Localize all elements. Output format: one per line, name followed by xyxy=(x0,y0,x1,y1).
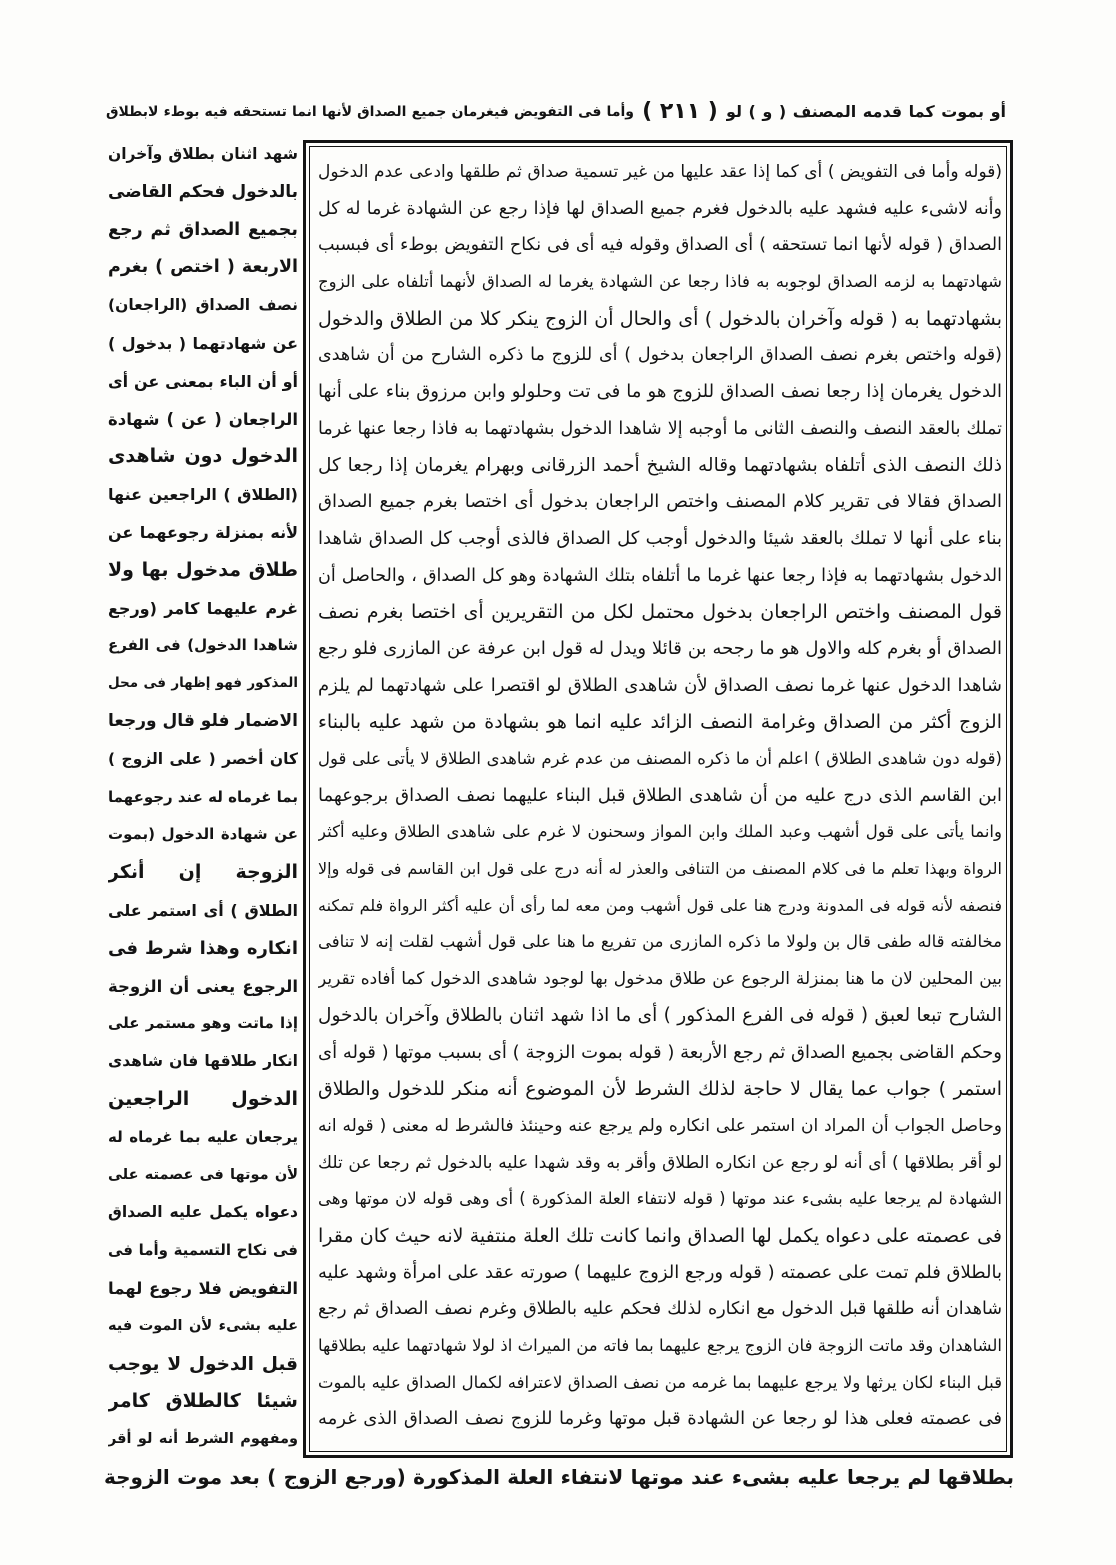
commentary-text-block xyxy=(318,154,1002,1438)
margin-text-line: الدخول دون شاهدى xyxy=(108,445,298,468)
running-header xyxy=(106,92,1014,132)
commentary-line: قبل البناء لكان يرثها ولا يرجع عليهما بما غرمه من نصف الصداق لاعترافه لكمال الصداق عليه بالموت xyxy=(318,1372,1002,1392)
commentary-line: بناء على أنها لا تملك بالعقد شيئا والدخول أوجب كل الصداق فالذى أوجب كل الصداق شاهدا xyxy=(318,527,1002,549)
commentary-line: الصداق ( قوله لأنها انما تستحقه ) أى الصداق وقوله فيه أى فى نكاح التفويض بوطء أى فبسبب xyxy=(318,235,1002,256)
commentary-line: شاهدا الدخول عنها غرما نصف الصداق لأن شاهدى الطلاق لو اقتصرا على شهادتهما لم يلزم xyxy=(318,674,1002,696)
margin-text-line: لأنه بمنزلة رجوعهما عن xyxy=(108,522,298,542)
commentary-line: الصداق أو بغرم كله والاول هو ما رجحه بن قائلا ويدل له قول ابن عرفة عن المازرى فلو رجع xyxy=(318,637,1002,659)
margin-text-line: انكاره وهذا شرط فى xyxy=(108,937,298,959)
margin-main-text-column xyxy=(108,136,298,1459)
commentary-line: وحاصل الجواب أن المراد ان استمر على انكاره ولم يرجع عنه وحينئذ فالشرط له معنى ( قوله انه xyxy=(318,1115,1002,1136)
commentary-line: وأنه لاشىء عليه فشهد عليه بالدخول فغرم جميع الصداق لها فإذا رجع عن الشهادة غرما له كل xyxy=(318,198,1002,219)
margin-text-line: غرم عليهما كامر (ورجع xyxy=(108,598,298,618)
commentary-line: مخالفته قاله طفى قال بن ولولا ما ذكره المازرى من تفريع ما هنا على قول أشهب لقلت إنه لا تنافى xyxy=(318,932,1002,952)
margin-text-line: الزوجة إن أنكر xyxy=(108,861,298,884)
commentary-line: ذلك النصف الذى أتلفاه بشهادتهما وقاله الشيخ أحمد الزرقانى وبهرام يغرمان إذا رجعا كل xyxy=(318,454,1002,476)
commentary-line: الدخول يغرمان إذا رجعا نصف الصداق للزوج هو ما فى تت وحلولو وابن مرزوق بناء على أنها xyxy=(318,381,1002,403)
margin-text-line: انكار طلاقها فان شاهدى xyxy=(108,1052,298,1071)
margin-text-line: بما غرماه له عند رجوعهما xyxy=(108,787,298,806)
commentary-line: شاهدان أنه طلقها قبل الدخول مع انكاره لذلك فحكم عليه بالطلاق وغرم نصف الصداق ثم رجع xyxy=(318,1299,1002,1320)
commentary-line: الدخول بشهادتهما به فإذا رجعا عنها غرما ما أتلفاه بتلك الشهادة وهو كل الصداق ، والحاصل أن xyxy=(318,565,1002,586)
commentary-line: بالطلاق فلم تمت على عصمته ( قوله ورجع الزوج عليهما ) صورته عقد على امرأة وشهد عليه xyxy=(318,1261,1002,1283)
commentary-line: ابن القاسم الذى درج عليه من أن شاهدى الطلاق قبل البناء عليهما نصف الصداق برجوعهما xyxy=(318,784,1002,806)
margin-text-line: الاربعة ( اختص ) بغرم xyxy=(108,257,298,278)
commentary-line: فى عصمته فعلى هذا لو رجعا عن الشهادة قبل موتها وغرما للزوج نصف الصداق الذى غرمه xyxy=(318,1408,1002,1430)
margin-text-line: عن شهادتهما ( بدخول ) xyxy=(108,333,298,353)
commentary-line: (قوله وأما فى التفويض ) أى كما إذا عقد عليها من غير تسمية صداق ثم طلقها وادعى عدم الدخول xyxy=(318,162,1002,182)
margin-text-line: دعواه يكمل عليه الصداق xyxy=(108,1203,298,1222)
commentary-line: بشهادتهما به ( قوله وآخران بالدخول ) أى والحال أن الزوج ينكر كلا من الطلاق والدخول xyxy=(318,307,1002,330)
commentary-line: بين المحلين لان ما هنا بمنزلة الرجوع عن طلاق مدخول بها لوجود شاهدى الدخول كما أفاده تقرير xyxy=(318,969,1002,990)
margin-text-line: كان أخصر ( على الزوج ) xyxy=(108,749,298,768)
margin-text-line: يرجعان عليه بما غرماه له xyxy=(108,1127,298,1146)
margin-text-line: الدخول الراجعين xyxy=(108,1087,298,1110)
commentary-line: (قوله واختص بغرم نصف الصداق الراجعان بدخول ) أى للزوج ما ذكره الشارح من أن شاهدى xyxy=(318,345,1002,366)
margin-text-line: عن شهادة الدخول (بموت xyxy=(108,825,298,844)
margin-text-line: ومفهوم الشرط أنه لو أقر xyxy=(108,1431,298,1448)
commentary-line: الرواة وبهذا تعلم ما فى كلام المصنف من التنافى والعذر له أنه درج على قول ابن القاسم فى قوله وإلا xyxy=(318,859,1002,879)
margin-text-line: الطلاق ) أى استمر على xyxy=(108,900,298,920)
commentary-line: وانما يأتى على قول أشهب وعبد الملك وابن المواز وسحنون لا غرم على شاهدى الطلاق وعليه أكثر xyxy=(318,822,1002,842)
margin-text-line: لأن موتها فى عصمته على xyxy=(108,1166,298,1183)
commentary-line: (قوله دون شاهدى الطلاق ) اعلم أن ما ذكره المصنف من عدم غرم شاهدى الطلاق لا يأتى على قول xyxy=(318,749,1002,768)
commentary-line: الشهادة لم يرجعا عليه بشىء عند موتها ( قوله لانتفاء العلة المذكورة ) أى وهى قوله لان موتها وهى xyxy=(318,1189,1002,1209)
commentary-line: الشاهدان وقد ماتت الزوجة فان الزوج يرجع عليهما بما فاته من الميراث اذ لولا شهادتهما عليه بطلاقها xyxy=(318,1336,1002,1355)
margin-text-line: شهد اثنان بطلاق وآخران xyxy=(108,145,298,163)
margin-text-line: التفويض فلا رجوع لهما xyxy=(108,1278,298,1298)
margin-text-line: نصف الصداق (الراجعان) xyxy=(108,296,298,315)
commentary-line: لو أقر بطلاقها ) أى أنه لو رجع عن انكاره الطلاق وأقر به وقد شهدا عليه بالدخول ثم رجعا عن تلك xyxy=(318,1152,1002,1173)
margin-text-line: فى نكاح التسمية وأما فى xyxy=(108,1241,298,1260)
commentary-line: الزوج أكثر من الصداق وغرامة النصف الزائد عليه انما هو بشهادة من شهد عليه بالبناء xyxy=(318,711,1002,734)
margin-text-line: إذا ماتت وهو مستمر على xyxy=(108,1014,298,1033)
commentary-line: استمر ) جواب عما يقال لا حاجة لذلك الشرط لأن الموضوع أنه منكر للدخول والطلاق xyxy=(318,1078,1002,1101)
header-left-text: أو بموت كما قدمه المصنف ( و ) لو xyxy=(726,102,1006,121)
commentary-line: فى عصمته على دعواه يكمل لها الصداق وانما كانت تلك العلة منتفية لانه حيث كان مقرا xyxy=(318,1224,1002,1247)
page-number: ( ٢١١ ) xyxy=(642,99,718,124)
margin-text-line: الاضمار فلو قال ورجعا xyxy=(108,710,298,731)
commentary-line: تملك بالعقد النصف والنصف الثانى ما أوجبه إلا شاهدا الدخول بشهادتهما به فاذا رجعا عنها غرما xyxy=(318,418,1002,439)
commentary-line: شهادتهما به لزمه الصداق لوجوبه به فاذا رجعا عن الشهادة يغرما له الصداق لأنهما أتلفاه على الزوج xyxy=(318,272,1002,292)
commentary-line: فنصفه لأنه قوله فى المدونة ودرج هنا على قول أشهب ومن معه لما رأى أن عليه أكثر الرواة فلم تمكنه xyxy=(318,895,1002,915)
header-right-text: وأما فى التفويض فيغرمان جميع الصداق لأنها انما تستحقه فيه بوطء لابطلاق xyxy=(106,104,634,120)
margin-text-line: بالدخول فحكم القاضى xyxy=(108,181,298,202)
commentary-line: قول المصنف واختص الراجعان بدخول محتمل لكل من التقريرين أى اختصا بغرم نصف xyxy=(318,601,1002,624)
margin-text-line: شيئا كالطلاق كامر xyxy=(108,1390,298,1413)
margin-text-line: قبل الدخول لا يوجب xyxy=(108,1353,298,1375)
margin-text-line: الرجوع يعنى أن الزوجة xyxy=(108,976,298,996)
margin-text-line: الراجعان ( عن ) شهادة xyxy=(108,409,298,429)
margin-text-line: أو أن الباء بمعنى عن أى xyxy=(108,371,298,391)
commentary-line: الصداق فقالا فى تقرير كلام المصنف واختص الراجعان بدخول أى اختصا بغرم جميع الصداق xyxy=(318,491,1002,513)
commentary-line: وحكم القاضى بجميع الصداق ثم رجع الأربعة ( قوله بموت الزوجة ) أى بسبب موتها ( قوله أى xyxy=(318,1041,1002,1063)
margin-text-line: شاهدا الدخول) فى الفرع xyxy=(108,636,298,655)
margin-text-line: طلاق مدخول بها ولا xyxy=(108,558,298,581)
footer-line: بطلاقها لم يرجعا عليه بشىء عند موتها لانتفاء العلة المذكورة (ورجع الزوج ) بعد موت الزوجة xyxy=(104,1465,1014,1489)
margin-text-line: المذكور فهو إظهار فى محل xyxy=(108,675,298,692)
margin-text-line: (الطلاق ) الراجعين عنها xyxy=(108,485,298,505)
commentary-line: الشارح تبعا لعبق ( قوله فى الفرع المذكور ) أى ما اذا شهد اثنان بالطلاق وآخران بالدخول xyxy=(318,1004,1002,1026)
margin-text-line: بجميع الصداق ثم رجع xyxy=(108,219,298,240)
margin-text-line: عليه بشىء لأن الموت فيه xyxy=(108,1317,298,1334)
